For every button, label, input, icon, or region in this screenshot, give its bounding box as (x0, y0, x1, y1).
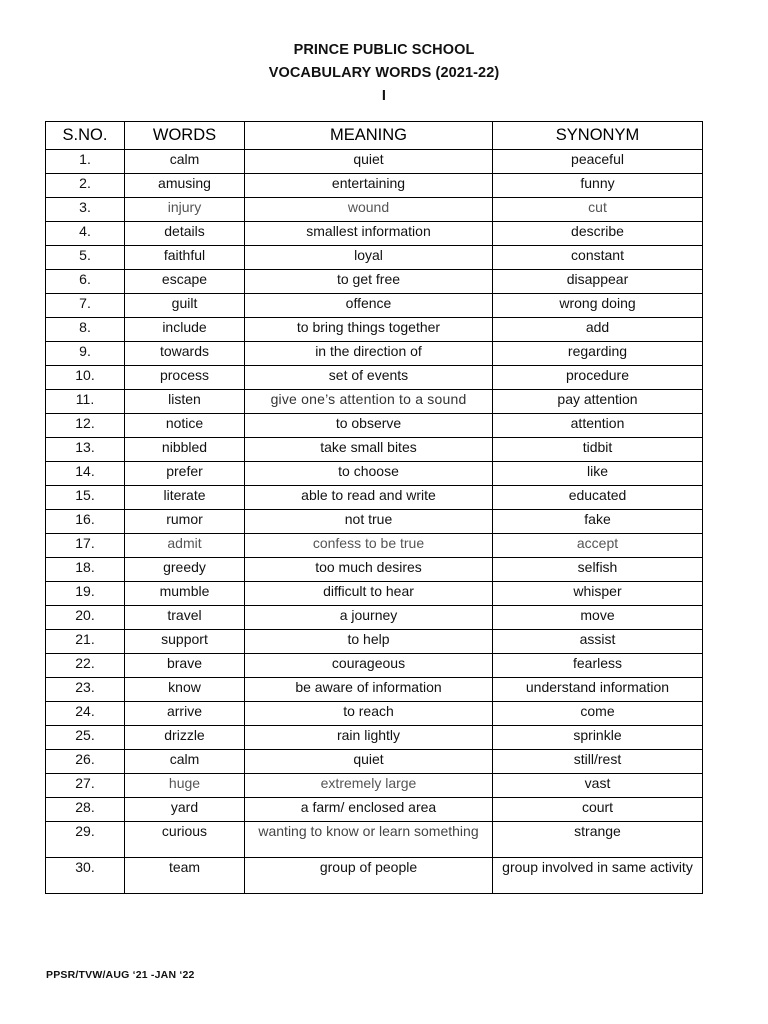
table-row (46, 702, 703, 726)
table-row (46, 582, 703, 606)
cell-sno: 24. (46, 702, 125, 726)
cell-meaning: a journey (245, 606, 493, 630)
cell-meaning: not true (245, 510, 493, 534)
vocabulary-table (45, 121, 703, 894)
cell-word: injury (125, 198, 245, 222)
cell-meaning: to reach (245, 702, 493, 726)
cell-sno: 14. (46, 462, 125, 486)
cell-word: support (125, 630, 245, 654)
cell-synonym: regarding (493, 342, 703, 366)
cell-synonym: tidbit (493, 438, 703, 462)
cell-word: nibbled (125, 438, 245, 462)
cell-meaning: quiet (245, 150, 493, 174)
cell-word: curious (125, 822, 245, 858)
cell-meaning: a farm/ enclosed area (245, 798, 493, 822)
table-row (46, 366, 703, 390)
table-row (46, 294, 703, 318)
cell-synonym: assist (493, 630, 703, 654)
cell-synonym: whisper (493, 582, 703, 606)
cell-sno: 19. (46, 582, 125, 606)
cell-sno: 16. (46, 510, 125, 534)
cell-meaning: wanting to know or learn something (245, 822, 493, 858)
table-row (46, 414, 703, 438)
cell-synonym: funny (493, 174, 703, 198)
cell-word: listen (125, 390, 245, 414)
cell-synonym: like (493, 462, 703, 486)
cell-synonym: fearless (493, 654, 703, 678)
cell-word: amusing (125, 174, 245, 198)
cell-meaning: group of people (245, 858, 493, 894)
cell-meaning: able to read and write (245, 486, 493, 510)
column-header-words: WORDS (125, 122, 245, 150)
cell-word: prefer (125, 462, 245, 486)
cell-sno: 21. (46, 630, 125, 654)
cell-synonym: procedure (493, 366, 703, 390)
table-row (46, 534, 703, 558)
cell-meaning: to choose (245, 462, 493, 486)
cell-meaning: to get free (245, 270, 493, 294)
cell-sno: 4. (46, 222, 125, 246)
cell-synonym: still/rest (493, 750, 703, 774)
cell-meaning: be aware of information (245, 678, 493, 702)
cell-sno: 29. (46, 822, 125, 858)
cell-meaning: entertaining (245, 174, 493, 198)
table-row (46, 174, 703, 198)
column-header-synonym: SYNONYM (493, 122, 703, 150)
cell-synonym: pay attention (493, 390, 703, 414)
section-label: I (381, 88, 387, 104)
cell-sno: 20. (46, 606, 125, 630)
cell-meaning: confess to be true (245, 534, 493, 558)
table-row (46, 558, 703, 582)
cell-word: escape (125, 270, 245, 294)
table-row (46, 822, 703, 858)
cell-word: brave (125, 654, 245, 678)
cell-meaning: in the direction of (245, 342, 493, 366)
cell-sno: 8. (46, 318, 125, 342)
cell-meaning: offence (245, 294, 493, 318)
cell-meaning: wound (245, 198, 493, 222)
cell-word: include (125, 318, 245, 342)
cell-synonym: come (493, 702, 703, 726)
cell-sno: 17. (46, 534, 125, 558)
table-row (46, 390, 703, 414)
cell-sno: 13. (46, 438, 125, 462)
cell-synonym: understand information (493, 678, 703, 702)
cell-meaning: smallest information (245, 222, 493, 246)
cell-sno: 5. (46, 246, 125, 270)
cell-word: process (125, 366, 245, 390)
cell-meaning: quiet (245, 750, 493, 774)
cell-sno: 1. (46, 150, 125, 174)
cell-meaning: too much desires (245, 558, 493, 582)
cell-word: admit (125, 534, 245, 558)
table-row (46, 198, 703, 222)
cell-synonym: fake (493, 510, 703, 534)
table-row (46, 654, 703, 678)
cell-word: towards (125, 342, 245, 366)
school-name: PRINCE PUBLIC SCHOOL (293, 42, 475, 58)
cell-meaning: difficult to hear (245, 582, 493, 606)
table-row (46, 318, 703, 342)
cell-sno: 7. (46, 294, 125, 318)
cell-word: calm (125, 750, 245, 774)
cell-sno: 6. (46, 270, 125, 294)
cell-synonym: attention (493, 414, 703, 438)
cell-sno: 25. (46, 726, 125, 750)
cell-sno: 3. (46, 198, 125, 222)
cell-sno: 10. (46, 366, 125, 390)
table-row (46, 462, 703, 486)
cell-synonym: wrong doing (493, 294, 703, 318)
table-row (46, 246, 703, 270)
column-header-meaning: MEANING (245, 122, 493, 150)
cell-word: arrive (125, 702, 245, 726)
cell-sno: 9. (46, 342, 125, 366)
cell-sno: 12. (46, 414, 125, 438)
cell-sno: 28. (46, 798, 125, 822)
cell-synonym: peaceful (493, 150, 703, 174)
cell-word: greedy (125, 558, 245, 582)
column-header-sno: S.NO. (46, 122, 125, 150)
table-row (46, 798, 703, 822)
cell-synonym: constant (493, 246, 703, 270)
cell-sno: 11. (46, 390, 125, 414)
cell-word: literate (125, 486, 245, 510)
cell-synonym: court (493, 798, 703, 822)
cell-sno: 30. (46, 858, 125, 894)
cell-word: mumble (125, 582, 245, 606)
table-row (46, 342, 703, 366)
table-row (46, 438, 703, 462)
cell-word: team (125, 858, 245, 894)
cell-synonym: accept (493, 534, 703, 558)
cell-meaning: courageous (245, 654, 493, 678)
table-row (46, 606, 703, 630)
table-row (46, 510, 703, 534)
cell-meaning: to bring things together (245, 318, 493, 342)
cell-word: notice (125, 414, 245, 438)
cell-meaning: give one’s attention to a sound (245, 390, 493, 414)
cell-synonym: cut (493, 198, 703, 222)
table-row (46, 726, 703, 750)
cell-word: guilt (125, 294, 245, 318)
table-row (46, 858, 703, 894)
document-title: VOCABULARY WORDS (2021-22) (268, 65, 500, 81)
cell-meaning: take small bites (245, 438, 493, 462)
cell-word: drizzle (125, 726, 245, 750)
cell-word: yard (125, 798, 245, 822)
cell-synonym: disappear (493, 270, 703, 294)
cell-synonym: vast (493, 774, 703, 798)
table-row (46, 678, 703, 702)
cell-meaning: loyal (245, 246, 493, 270)
table-row (46, 150, 703, 174)
table-row (46, 630, 703, 654)
cell-synonym: selfish (493, 558, 703, 582)
cell-synonym: educated (493, 486, 703, 510)
table-row (46, 270, 703, 294)
cell-synonym: strange (493, 822, 703, 858)
cell-meaning: rain lightly (245, 726, 493, 750)
cell-word: calm (125, 150, 245, 174)
cell-sno: 26. (46, 750, 125, 774)
cell-synonym: add (493, 318, 703, 342)
cell-word: know (125, 678, 245, 702)
cell-word: details (125, 222, 245, 246)
table-row (46, 774, 703, 798)
table-row (46, 222, 703, 246)
cell-sno: 18. (46, 558, 125, 582)
cell-word: huge (125, 774, 245, 798)
table-row (46, 750, 703, 774)
cell-sno: 27. (46, 774, 125, 798)
document-footer-code: PPSR/TVW/AUG ‘21 -JAN ‘22 (46, 969, 195, 981)
cell-synonym: sprinkle (493, 726, 703, 750)
cell-word: rumor (125, 510, 245, 534)
table-header-row (46, 122, 703, 150)
cell-sno: 23. (46, 678, 125, 702)
cell-meaning: to help (245, 630, 493, 654)
cell-meaning: set of events (245, 366, 493, 390)
cell-sno: 2. (46, 174, 125, 198)
cell-sno: 15. (46, 486, 125, 510)
cell-word: travel (125, 606, 245, 630)
cell-sno: 22. (46, 654, 125, 678)
document-header (0, 39, 768, 108)
table-row (46, 486, 703, 510)
cell-synonym: move (493, 606, 703, 630)
cell-word: faithful (125, 246, 245, 270)
cell-meaning: extremely large (245, 774, 493, 798)
cell-synonym: group involved in same activity (493, 858, 703, 894)
cell-meaning: to observe (245, 414, 493, 438)
cell-synonym: describe (493, 222, 703, 246)
